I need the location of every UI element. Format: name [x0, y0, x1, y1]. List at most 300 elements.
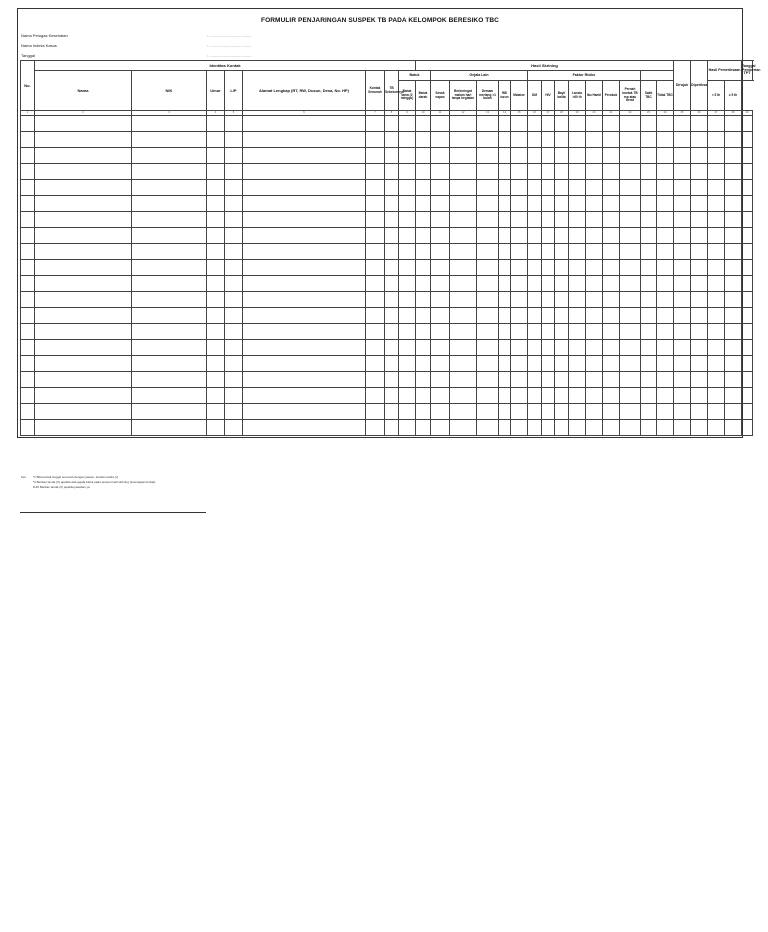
table-cell[interactable]: [243, 164, 366, 180]
table-cell[interactable]: [450, 228, 477, 244]
table-cell[interactable]: [243, 420, 366, 436]
table-cell[interactable]: [528, 212, 542, 228]
table-cell[interactable]: [416, 228, 431, 244]
table-cell[interactable]: [399, 356, 416, 372]
table-cell[interactable]: [586, 260, 603, 276]
table-cell[interactable]: [542, 356, 555, 372]
table-cell[interactable]: [431, 164, 450, 180]
table-cell[interactable]: [657, 324, 674, 340]
table-cell[interactable]: [416, 308, 431, 324]
table-cell[interactable]: [542, 388, 555, 404]
table-cell[interactable]: [132, 164, 207, 180]
table-cell[interactable]: [691, 388, 708, 404]
table-cell[interactable]: [708, 308, 725, 324]
table-cell[interactable]: [708, 404, 725, 420]
table-cell[interactable]: [477, 276, 499, 292]
table-cell[interactable]: [132, 196, 207, 212]
table-cell[interactable]: [450, 308, 477, 324]
table-cell[interactable]: [528, 372, 542, 388]
table-cell[interactable]: [35, 308, 132, 324]
table-cell[interactable]: [542, 116, 555, 132]
table-cell[interactable]: [366, 180, 385, 196]
table-cell[interactable]: [725, 228, 742, 244]
table-cell[interactable]: [742, 164, 753, 180]
table-cell[interactable]: [385, 404, 399, 420]
table-cell[interactable]: [641, 164, 657, 180]
table-cell[interactable]: [641, 148, 657, 164]
table-cell[interactable]: [569, 228, 586, 244]
table-cell[interactable]: [641, 340, 657, 356]
table-cell[interactable]: [225, 324, 243, 340]
table-cell[interactable]: [511, 388, 528, 404]
table-cell[interactable]: [225, 116, 243, 132]
table-cell[interactable]: [742, 260, 753, 276]
table-cell[interactable]: [399, 196, 416, 212]
table-cell[interactable]: [225, 132, 243, 148]
table-cell[interactable]: [207, 388, 225, 404]
table-cell[interactable]: [207, 228, 225, 244]
table-cell[interactable]: [528, 324, 542, 340]
table-cell[interactable]: [691, 372, 708, 388]
table-cell[interactable]: [511, 180, 528, 196]
table-cell[interactable]: [725, 180, 742, 196]
table-cell[interactable]: [691, 116, 708, 132]
table-cell[interactable]: [399, 372, 416, 388]
table-cell[interactable]: [657, 388, 674, 404]
table-cell[interactable]: [555, 116, 569, 132]
table-cell[interactable]: [555, 244, 569, 260]
table-cell[interactable]: [603, 324, 620, 340]
table-cell[interactable]: [385, 276, 399, 292]
table-cell[interactable]: [243, 116, 366, 132]
table-cell[interactable]: [385, 164, 399, 180]
table-cell[interactable]: [691, 324, 708, 340]
table-cell[interactable]: [569, 244, 586, 260]
table-cell[interactable]: [528, 404, 542, 420]
table-cell[interactable]: [366, 116, 385, 132]
table-cell[interactable]: [431, 420, 450, 436]
table-cell[interactable]: [477, 212, 499, 228]
table-cell[interactable]: [21, 340, 35, 356]
table-cell[interactable]: [674, 212, 691, 228]
table-cell[interactable]: [431, 180, 450, 196]
table-cell[interactable]: [35, 180, 132, 196]
table-cell[interactable]: [132, 340, 207, 356]
table-cell[interactable]: [674, 180, 691, 196]
table-cell[interactable]: [416, 388, 431, 404]
table-cell[interactable]: [542, 244, 555, 260]
table-cell[interactable]: [385, 196, 399, 212]
table-cell[interactable]: [243, 260, 366, 276]
table-cell[interactable]: [477, 116, 499, 132]
table-cell[interactable]: [674, 388, 691, 404]
table-cell[interactable]: [416, 340, 431, 356]
table-cell[interactable]: [366, 244, 385, 260]
table-cell[interactable]: [542, 324, 555, 340]
table-cell[interactable]: [132, 148, 207, 164]
table-cell[interactable]: [742, 308, 753, 324]
table-cell[interactable]: [708, 260, 725, 276]
table-cell[interactable]: [657, 228, 674, 244]
table-cell[interactable]: [528, 292, 542, 308]
table-cell[interactable]: [742, 404, 753, 420]
table-cell[interactable]: [586, 388, 603, 404]
table-cell[interactable]: [641, 292, 657, 308]
table-cell[interactable]: [207, 132, 225, 148]
table-cell[interactable]: [499, 340, 511, 356]
table-cell[interactable]: [569, 388, 586, 404]
table-cell[interactable]: [603, 276, 620, 292]
table-cell[interactable]: [511, 340, 528, 356]
table-cell[interactable]: [641, 324, 657, 340]
table-cell[interactable]: [657, 420, 674, 436]
table-cell[interactable]: [603, 116, 620, 132]
table-cell[interactable]: [21, 260, 35, 276]
table-cell[interactable]: [569, 372, 586, 388]
table-cell[interactable]: [499, 116, 511, 132]
table-cell[interactable]: [225, 228, 243, 244]
table-cell[interactable]: [21, 388, 35, 404]
table-cell[interactable]: [620, 148, 641, 164]
table-cell[interactable]: [620, 404, 641, 420]
table-cell[interactable]: [725, 404, 742, 420]
table-cell[interactable]: [641, 308, 657, 324]
table-cell[interactable]: [416, 276, 431, 292]
meta-blank[interactable]: : ......................................: [207, 53, 252, 58]
table-cell[interactable]: [225, 340, 243, 356]
table-cell[interactable]: [431, 116, 450, 132]
table-cell[interactable]: [499, 180, 511, 196]
table-cell[interactable]: [399, 292, 416, 308]
table-cell[interactable]: [542, 308, 555, 324]
table-cell[interactable]: [499, 420, 511, 436]
table-cell[interactable]: [641, 260, 657, 276]
table-cell[interactable]: [586, 292, 603, 308]
table-cell[interactable]: [416, 180, 431, 196]
table-cell[interactable]: [528, 244, 542, 260]
table-cell[interactable]: [586, 116, 603, 132]
table-cell[interactable]: [603, 260, 620, 276]
table-cell[interactable]: [207, 372, 225, 388]
table-cell[interactable]: [477, 148, 499, 164]
table-cell[interactable]: [499, 356, 511, 372]
table-cell[interactable]: [603, 404, 620, 420]
table-cell[interactable]: [555, 148, 569, 164]
table-cell[interactable]: [691, 180, 708, 196]
table-cell[interactable]: [499, 228, 511, 244]
table-cell[interactable]: [132, 228, 207, 244]
table-cell[interactable]: [603, 180, 620, 196]
table-cell[interactable]: [225, 308, 243, 324]
table-cell[interactable]: [725, 388, 742, 404]
table-cell[interactable]: [586, 372, 603, 388]
table-cell[interactable]: [477, 196, 499, 212]
table-cell[interactable]: [542, 260, 555, 276]
table-cell[interactable]: [35, 148, 132, 164]
table-cell[interactable]: [691, 420, 708, 436]
table-cell[interactable]: [586, 148, 603, 164]
table-cell[interactable]: [641, 276, 657, 292]
table-cell[interactable]: [225, 420, 243, 436]
table-cell[interactable]: [207, 404, 225, 420]
table-cell[interactable]: [708, 420, 725, 436]
table-cell[interactable]: [528, 180, 542, 196]
table-cell[interactable]: [691, 308, 708, 324]
table-cell[interactable]: [528, 196, 542, 212]
table-cell[interactable]: [431, 372, 450, 388]
table-cell[interactable]: [366, 292, 385, 308]
table-cell[interactable]: [21, 180, 35, 196]
table-cell[interactable]: [499, 148, 511, 164]
table-cell[interactable]: [243, 372, 366, 388]
table-cell[interactable]: [569, 132, 586, 148]
table-cell[interactable]: [641, 372, 657, 388]
table-cell[interactable]: [555, 324, 569, 340]
table-cell[interactable]: [641, 116, 657, 132]
table-cell[interactable]: [674, 420, 691, 436]
table-cell[interactable]: [641, 228, 657, 244]
table-cell[interactable]: [603, 388, 620, 404]
table-cell[interactable]: [366, 260, 385, 276]
table-cell[interactable]: [511, 164, 528, 180]
table-cell[interactable]: [431, 148, 450, 164]
table-cell[interactable]: [620, 356, 641, 372]
table-cell[interactable]: [620, 180, 641, 196]
table-cell[interactable]: [511, 372, 528, 388]
table-cell[interactable]: [225, 180, 243, 196]
table-cell[interactable]: [725, 324, 742, 340]
table-cell[interactable]: [399, 212, 416, 228]
table-cell[interactable]: [499, 212, 511, 228]
table-cell[interactable]: [569, 196, 586, 212]
table-cell[interactable]: [499, 196, 511, 212]
table-cell[interactable]: [207, 308, 225, 324]
table-cell[interactable]: [725, 292, 742, 308]
table-cell[interactable]: [431, 228, 450, 244]
table-cell[interactable]: [450, 276, 477, 292]
table-cell[interactable]: [132, 420, 207, 436]
table-cell[interactable]: [691, 260, 708, 276]
table-cell[interactable]: [385, 340, 399, 356]
table-cell[interactable]: [641, 196, 657, 212]
table-cell[interactable]: [477, 372, 499, 388]
table-cell[interactable]: [725, 372, 742, 388]
table-cell[interactable]: [657, 356, 674, 372]
table-cell[interactable]: [243, 212, 366, 228]
table-cell[interactable]: [366, 308, 385, 324]
table-cell[interactable]: [674, 196, 691, 212]
table-cell[interactable]: [708, 212, 725, 228]
table-cell[interactable]: [742, 180, 753, 196]
table-cell[interactable]: [586, 404, 603, 420]
table-cell[interactable]: [450, 388, 477, 404]
table-cell[interactable]: [586, 324, 603, 340]
table-cell[interactable]: [569, 404, 586, 420]
table-cell[interactable]: [511, 420, 528, 436]
table-cell[interactable]: [477, 340, 499, 356]
table-cell[interactable]: [511, 308, 528, 324]
table-cell[interactable]: [620, 244, 641, 260]
table-cell[interactable]: [431, 260, 450, 276]
table-cell[interactable]: [21, 148, 35, 164]
table-cell[interactable]: [243, 196, 366, 212]
table-cell[interactable]: [399, 324, 416, 340]
table-cell[interactable]: [35, 228, 132, 244]
table-cell[interactable]: [399, 164, 416, 180]
table-cell[interactable]: [21, 244, 35, 260]
table-cell[interactable]: [416, 244, 431, 260]
table-cell[interactable]: [416, 324, 431, 340]
table-cell[interactable]: [225, 196, 243, 212]
table-cell[interactable]: [225, 212, 243, 228]
table-cell[interactable]: [555, 388, 569, 404]
table-cell[interactable]: [603, 212, 620, 228]
table-cell[interactable]: [416, 420, 431, 436]
table-cell[interactable]: [477, 244, 499, 260]
table-cell[interactable]: [657, 164, 674, 180]
table-cell[interactable]: [385, 244, 399, 260]
table-cell[interactable]: [742, 372, 753, 388]
table-cell[interactable]: [674, 260, 691, 276]
table-cell[interactable]: [399, 420, 416, 436]
table-cell[interactable]: [586, 180, 603, 196]
table-cell[interactable]: [450, 404, 477, 420]
table-cell[interactable]: [477, 180, 499, 196]
table-cell[interactable]: [542, 180, 555, 196]
table-cell[interactable]: [21, 276, 35, 292]
table-cell[interactable]: [569, 292, 586, 308]
table-cell[interactable]: [416, 148, 431, 164]
table-cell[interactable]: [207, 292, 225, 308]
table-cell[interactable]: [431, 388, 450, 404]
table-cell[interactable]: [132, 180, 207, 196]
table-cell[interactable]: [499, 276, 511, 292]
table-cell[interactable]: [691, 164, 708, 180]
table-cell[interactable]: [742, 244, 753, 260]
table-cell[interactable]: [691, 404, 708, 420]
table-cell[interactable]: [477, 404, 499, 420]
table-cell[interactable]: [399, 180, 416, 196]
table-cell[interactable]: [511, 260, 528, 276]
table-cell[interactable]: [132, 356, 207, 372]
table-cell[interactable]: [450, 420, 477, 436]
table-cell[interactable]: [431, 196, 450, 212]
table-cell[interactable]: [586, 244, 603, 260]
table-cell[interactable]: [708, 324, 725, 340]
table-cell[interactable]: [207, 276, 225, 292]
table-cell[interactable]: [586, 132, 603, 148]
table-cell[interactable]: [586, 356, 603, 372]
table-cell[interactable]: [708, 116, 725, 132]
table-cell[interactable]: [207, 164, 225, 180]
table-cell[interactable]: [620, 372, 641, 388]
table-cell[interactable]: [477, 292, 499, 308]
table-cell[interactable]: [225, 260, 243, 276]
table-cell[interactable]: [366, 228, 385, 244]
table-cell[interactable]: [35, 260, 132, 276]
table-cell[interactable]: [674, 244, 691, 260]
table-cell[interactable]: [674, 228, 691, 244]
table-cell[interactable]: [431, 324, 450, 340]
table-cell[interactable]: [511, 356, 528, 372]
table-cell[interactable]: [431, 276, 450, 292]
table-cell[interactable]: [657, 148, 674, 164]
table-cell[interactable]: [542, 196, 555, 212]
table-cell[interactable]: [742, 228, 753, 244]
table-cell[interactable]: [603, 356, 620, 372]
table-cell[interactable]: [528, 228, 542, 244]
table-cell[interactable]: [499, 404, 511, 420]
table-cell[interactable]: [132, 308, 207, 324]
table-cell[interactable]: [620, 324, 641, 340]
table-cell[interactable]: [620, 420, 641, 436]
table-cell[interactable]: [21, 164, 35, 180]
table-cell[interactable]: [555, 228, 569, 244]
table-cell[interactable]: [416, 164, 431, 180]
table-cell[interactable]: [385, 324, 399, 340]
table-cell[interactable]: [742, 132, 753, 148]
table-cell[interactable]: [450, 132, 477, 148]
table-cell[interactable]: [450, 212, 477, 228]
table-cell[interactable]: [207, 148, 225, 164]
table-cell[interactable]: [385, 292, 399, 308]
table-cell[interactable]: [569, 308, 586, 324]
table-cell[interactable]: [657, 340, 674, 356]
table-cell[interactable]: [725, 420, 742, 436]
table-cell[interactable]: [399, 388, 416, 404]
table-cell[interactable]: [385, 308, 399, 324]
table-cell[interactable]: [620, 340, 641, 356]
table-cell[interactable]: [691, 340, 708, 356]
table-cell[interactable]: [620, 228, 641, 244]
table-cell[interactable]: [132, 388, 207, 404]
table-cell[interactable]: [603, 164, 620, 180]
table-cell[interactable]: [511, 116, 528, 132]
table-cell[interactable]: [399, 116, 416, 132]
table-cell[interactable]: [725, 260, 742, 276]
table-cell[interactable]: [569, 116, 586, 132]
table-cell[interactable]: [569, 276, 586, 292]
table-cell[interactable]: [511, 276, 528, 292]
table-cell[interactable]: [132, 292, 207, 308]
table-cell[interactable]: [674, 164, 691, 180]
table-cell[interactable]: [657, 116, 674, 132]
table-cell[interactable]: [657, 276, 674, 292]
table-cell[interactable]: [691, 196, 708, 212]
table-cell[interactable]: [416, 132, 431, 148]
table-cell[interactable]: [511, 212, 528, 228]
table-cell[interactable]: [620, 164, 641, 180]
table-cell[interactable]: [35, 356, 132, 372]
table-cell[interactable]: [477, 388, 499, 404]
table-cell[interactable]: [528, 148, 542, 164]
table-cell[interactable]: [366, 276, 385, 292]
table-cell[interactable]: [569, 340, 586, 356]
table-cell[interactable]: [691, 292, 708, 308]
table-cell[interactable]: [35, 388, 132, 404]
table-cell[interactable]: [569, 148, 586, 164]
table-cell[interactable]: [708, 196, 725, 212]
table-cell[interactable]: [542, 340, 555, 356]
table-cell[interactable]: [725, 116, 742, 132]
table-cell[interactable]: [555, 340, 569, 356]
table-cell[interactable]: [555, 404, 569, 420]
table-cell[interactable]: [657, 292, 674, 308]
table-cell[interactable]: [620, 308, 641, 324]
table-cell[interactable]: [477, 324, 499, 340]
table-cell[interactable]: [450, 148, 477, 164]
table-cell[interactable]: [366, 340, 385, 356]
